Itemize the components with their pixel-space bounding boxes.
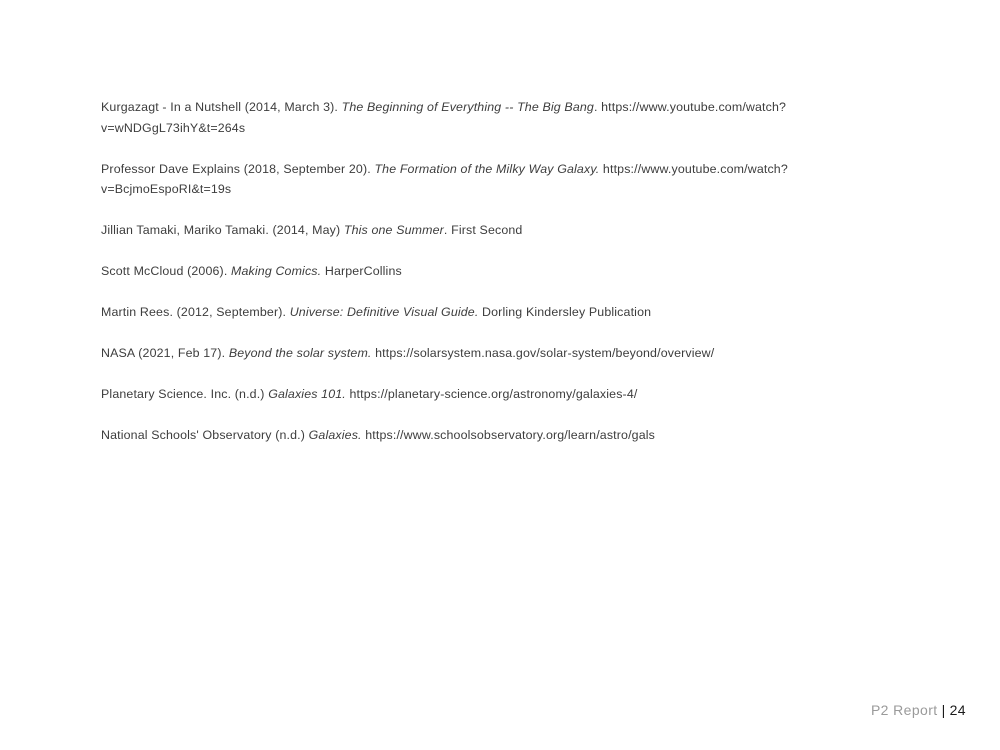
reference-source: . https://www.youtube.com/watch?v=wNDGgL73ihY&t=264s xyxy=(101,100,787,135)
reference-item xyxy=(101,220,821,241)
reference-author-date: Jillian Tamaki, Mariko Tamaki. (2014, May) xyxy=(101,223,344,237)
reference-author-date: Martin Rees. (2012, September). xyxy=(101,305,290,319)
reference-item xyxy=(101,97,821,138)
reference-title: Making Comics. xyxy=(231,264,322,278)
reference-source: https://www.schoolsobservatory.org/learn/astro/gals xyxy=(361,428,656,442)
reference-source: https://planetary-science.org/astronomy/galaxies-4/ xyxy=(345,387,638,401)
reference-source: HarperCollins xyxy=(321,264,402,278)
reference-item xyxy=(101,261,821,282)
reference-title: The Formation of the Milky Way Galaxy. xyxy=(374,161,600,176)
reference-item xyxy=(101,384,821,405)
reference-list xyxy=(101,97,821,466)
page-footer xyxy=(871,700,966,720)
reference-item xyxy=(101,302,821,323)
reference-item xyxy=(101,159,821,200)
reference-author-date: Professor Dave Explains (2018, September 20). xyxy=(101,161,375,176)
reference-source: Dorling Kindersley Publication xyxy=(478,305,652,319)
reference-author-date: Scott McCloud (2006). xyxy=(101,264,232,278)
reference-author-date: Planetary Science. Inc. (n.d.) xyxy=(101,387,269,401)
reference-title: Universe: Definitive Visual Guide. xyxy=(289,305,479,319)
page-number: 24 xyxy=(949,702,966,718)
reference-title: The Beginning of Everything -- The Big Bang xyxy=(341,100,594,114)
reference-source: https://www.youtube.com/watch?v=BcjmoEspoRI&t=19s xyxy=(101,161,788,196)
reference-author-date: National Schools' Observatory (n.d.) xyxy=(101,428,309,442)
document-label: P2 Report xyxy=(870,702,938,718)
reference-source: https://solarsystem.nasa.gov/solar-system/beyond/overview/ xyxy=(371,346,715,360)
reference-title: This one Summer xyxy=(343,223,444,237)
footer-separator: | xyxy=(941,702,946,718)
reference-item xyxy=(101,343,821,364)
reference-source: . First Second xyxy=(443,223,523,237)
reference-author-date: NASA (2021, Feb 17). xyxy=(101,346,229,360)
reference-title: Galaxies. xyxy=(308,428,362,442)
reference-author-date: Kurgazagt - In a Nutshell (2014, March 3). xyxy=(101,100,342,114)
reference-title: Galaxies 101. xyxy=(268,387,346,401)
reference-item xyxy=(101,425,821,446)
reference-title: Beyond the solar system. xyxy=(228,346,372,360)
